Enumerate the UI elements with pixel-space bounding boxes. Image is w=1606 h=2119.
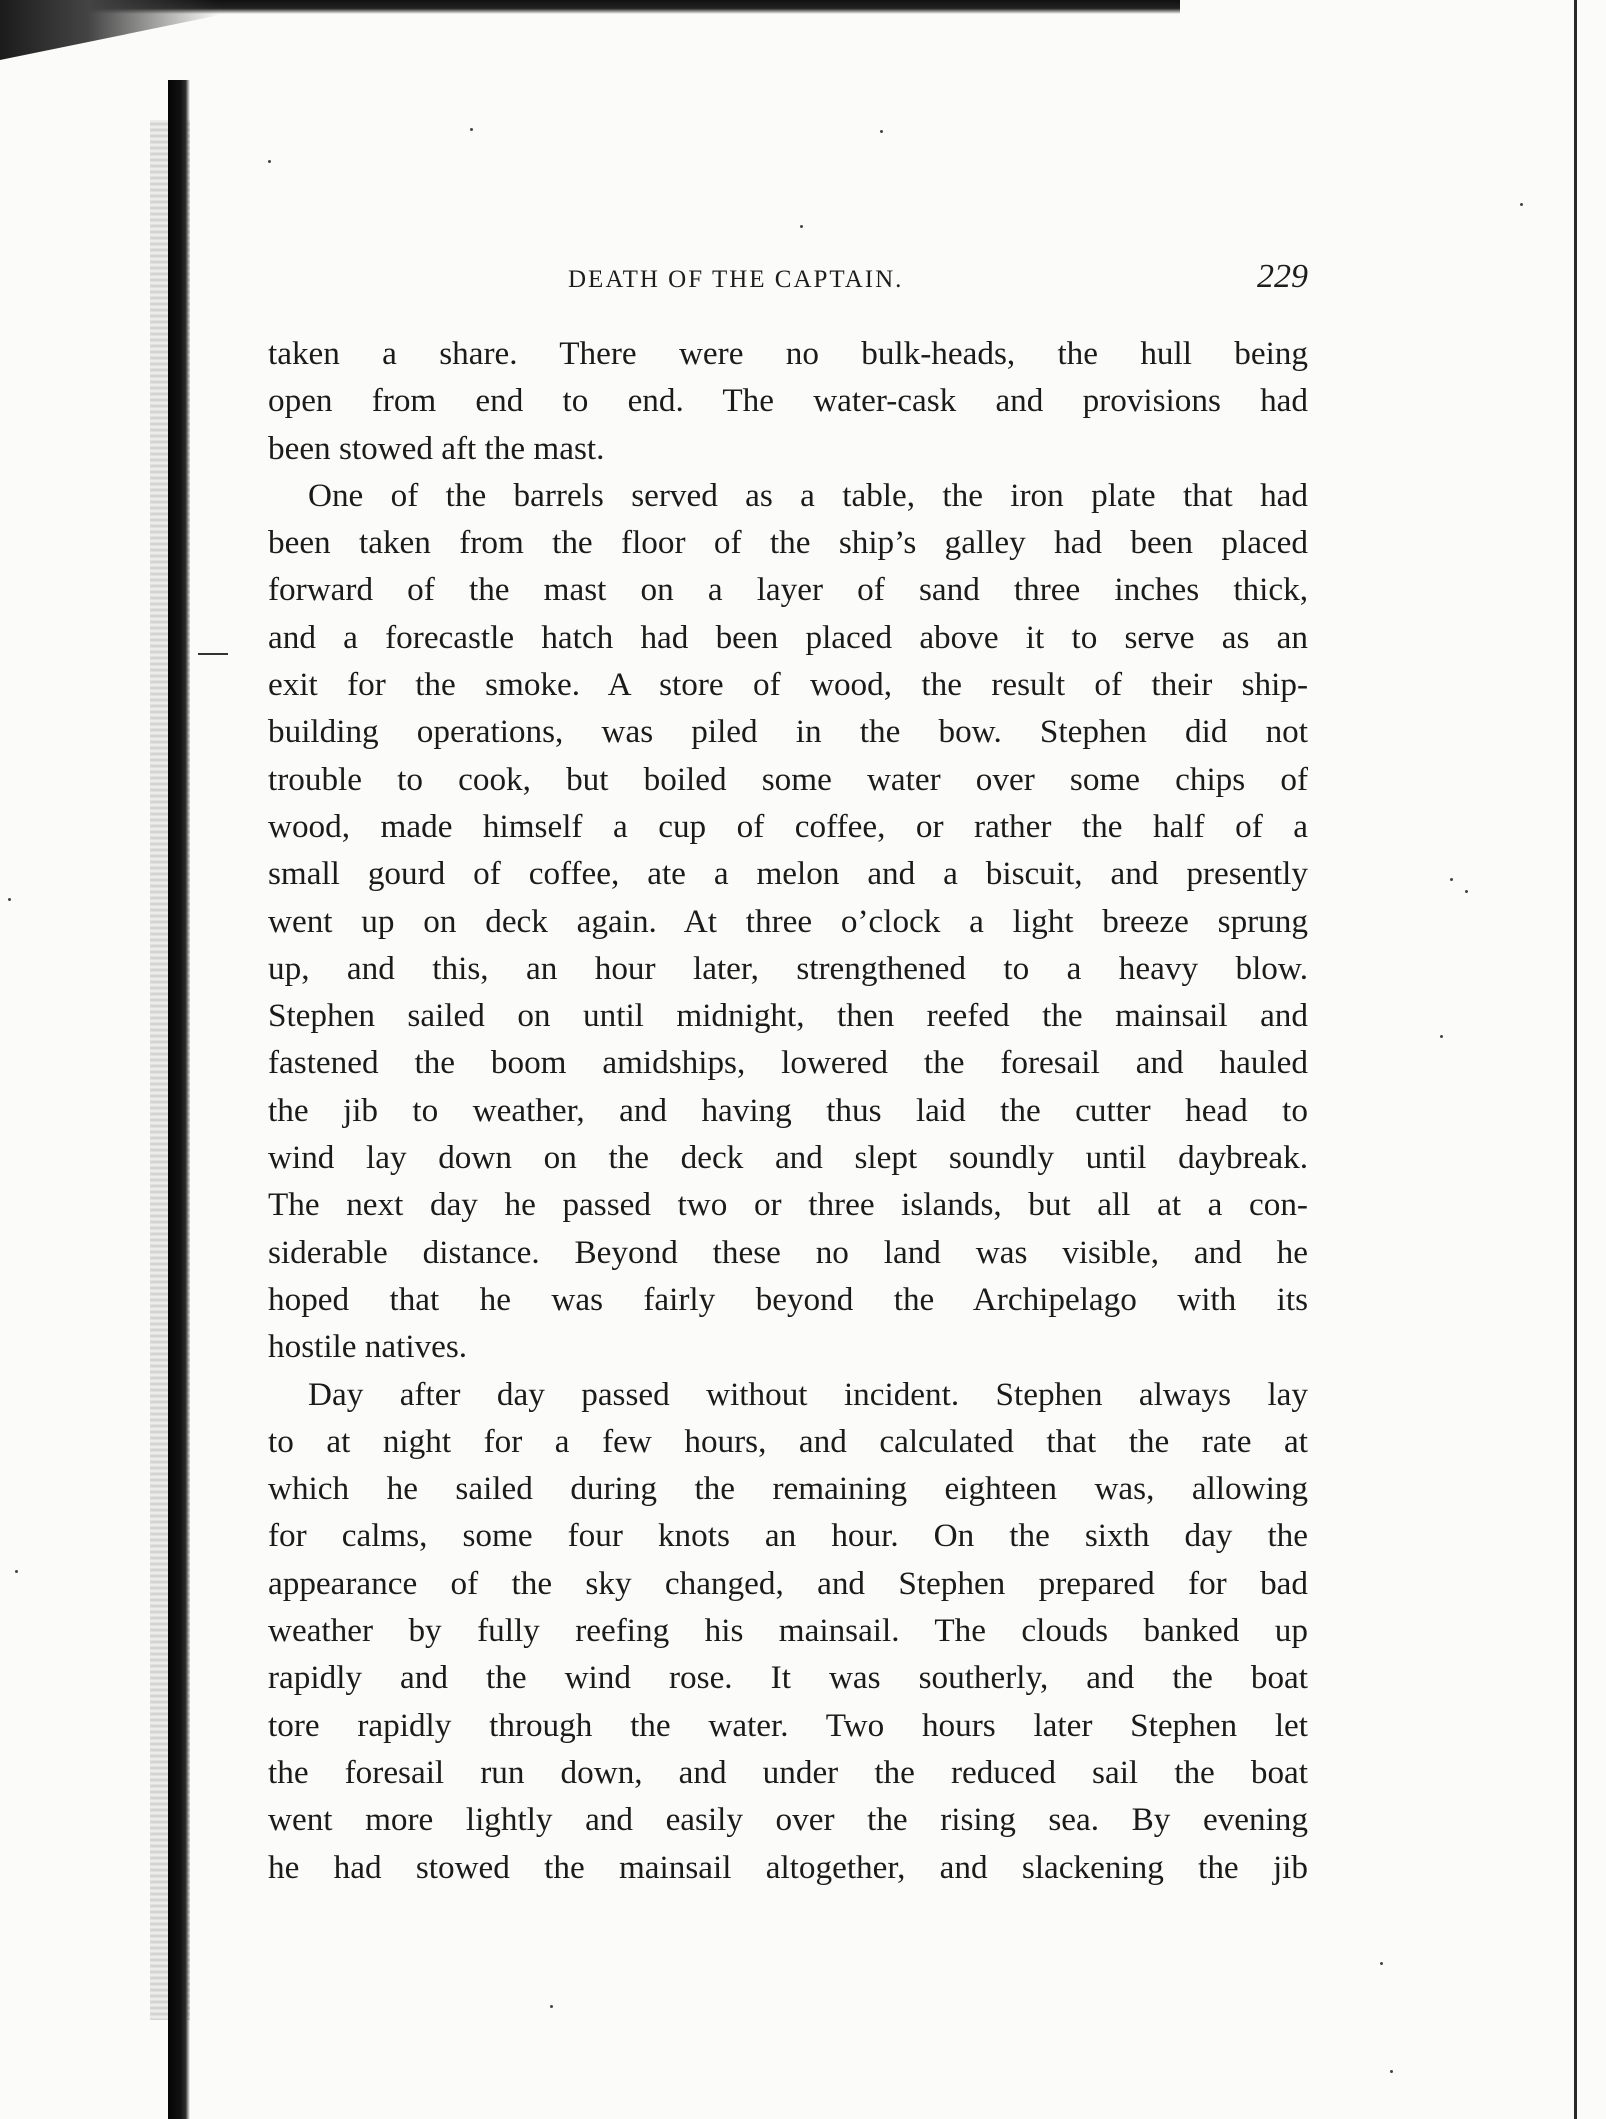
text-line: and a forecastle hatch had been placed above it to serve as an [268,618,1308,656]
text-line: weather by fully reefing his mainsail. The clouds banked up [268,1612,1308,1650]
margin-mark [198,653,228,655]
scan-speck [268,160,271,163]
text-line: open from end to end. The water-cask and provisions had [268,382,1308,420]
text-line: siderable distance. Beyond these no land was visible, and he [268,1233,1308,1271]
scan-speck [1380,1962,1383,1965]
text-line: fastened the boom amidships, lowered the foresail and hauled [268,1044,1308,1082]
scan-speck [1390,2070,1393,2073]
text-line: went more lightly and easily over the rising sea. By evening [268,1801,1308,1839]
page-right-edge [1574,0,1577,2119]
text-line: building operations, was piled in the bow. Stephen did not [268,713,1308,751]
text-line: the foresail run down, and under the reduced sail the boat [268,1753,1308,1791]
scan-speck [470,128,473,131]
page-number: 229 [1257,258,1308,295]
text-line: Day after day passed without incident. Stephen always lay [308,1375,1308,1413]
text-line: up, and this, an hour later, strengthened to a heavy blow. [268,949,1308,987]
text-line: small gourd of coffee, ate a melon and a biscuit, and presently [268,855,1308,893]
scan-speck [1440,1035,1443,1038]
scan-speck [550,2005,553,2008]
text-line: taken a share. There were no bulk-heads, the hull being [268,335,1308,372]
scan-speck [8,898,11,901]
text-line: rapidly and the wind rose. It was southerly, and the boat [268,1659,1308,1697]
page-corner-shadow [0,0,220,60]
book-binding-shadow [168,80,190,2119]
text-line: trouble to cook, but boiled some water over some chips of [268,760,1308,798]
scan-speck [15,1570,18,1573]
text-line: been stowed aft the mast. [268,429,605,467]
text-line: which he sailed during the remaining eighteen was, allowing [268,1470,1308,1508]
scan-speck [1450,878,1453,881]
scan-speck [1465,890,1468,893]
body-text [268,330,1308,1891]
text-line: went up on deck again. At three o’clock a light breeze sprung [268,902,1308,940]
text-line: hoped that he was fairly beyond the Archipelago with its [268,1280,1308,1318]
text-line: wood, made himself a cup of coffee, or rather the half of a [268,807,1308,845]
text-line: for calms, some four knots an hour. On the sixth day the [268,1517,1308,1555]
text-line: wind lay down on the deck and slept soundly until daybreak. [268,1139,1308,1177]
text-line: to at night for a few hours, and calculated that the rate at [268,1422,1308,1460]
text-line: forward of the mast on a layer of sand three inches thick, [268,571,1308,609]
text-line: been taken from the floor of the ship’s galley had been placed [268,524,1308,562]
text-line: exit for the smoke. A store of wood, the result of their ship- [268,666,1308,704]
text-line: appearance of the sky changed, and Stephen prepared for bad [268,1564,1308,1602]
text-line: The next day he passed two or three islands, but all at a con- [268,1186,1308,1224]
text-line: Stephen sailed on until midnight, then reefed the mainsail and [268,997,1308,1035]
text-line: the jib to weather, and having thus laid the cutter head to [268,1091,1308,1129]
text-line: he had stowed the mainsail altogether, and slackening the jib [268,1848,1308,1886]
text-line: One of the barrels served as a table, the iron plate that had [308,476,1308,514]
scan-speck [1520,203,1523,206]
text-line: tore rapidly through the water. Two hours later Stephen let [268,1706,1308,1744]
running-head: DEATH OF THE CAPTAIN. [568,266,904,293]
scan-speck [880,130,883,133]
text-line: hostile natives. [268,1328,468,1366]
page-header [268,258,1308,298]
scan-speck [800,225,803,228]
